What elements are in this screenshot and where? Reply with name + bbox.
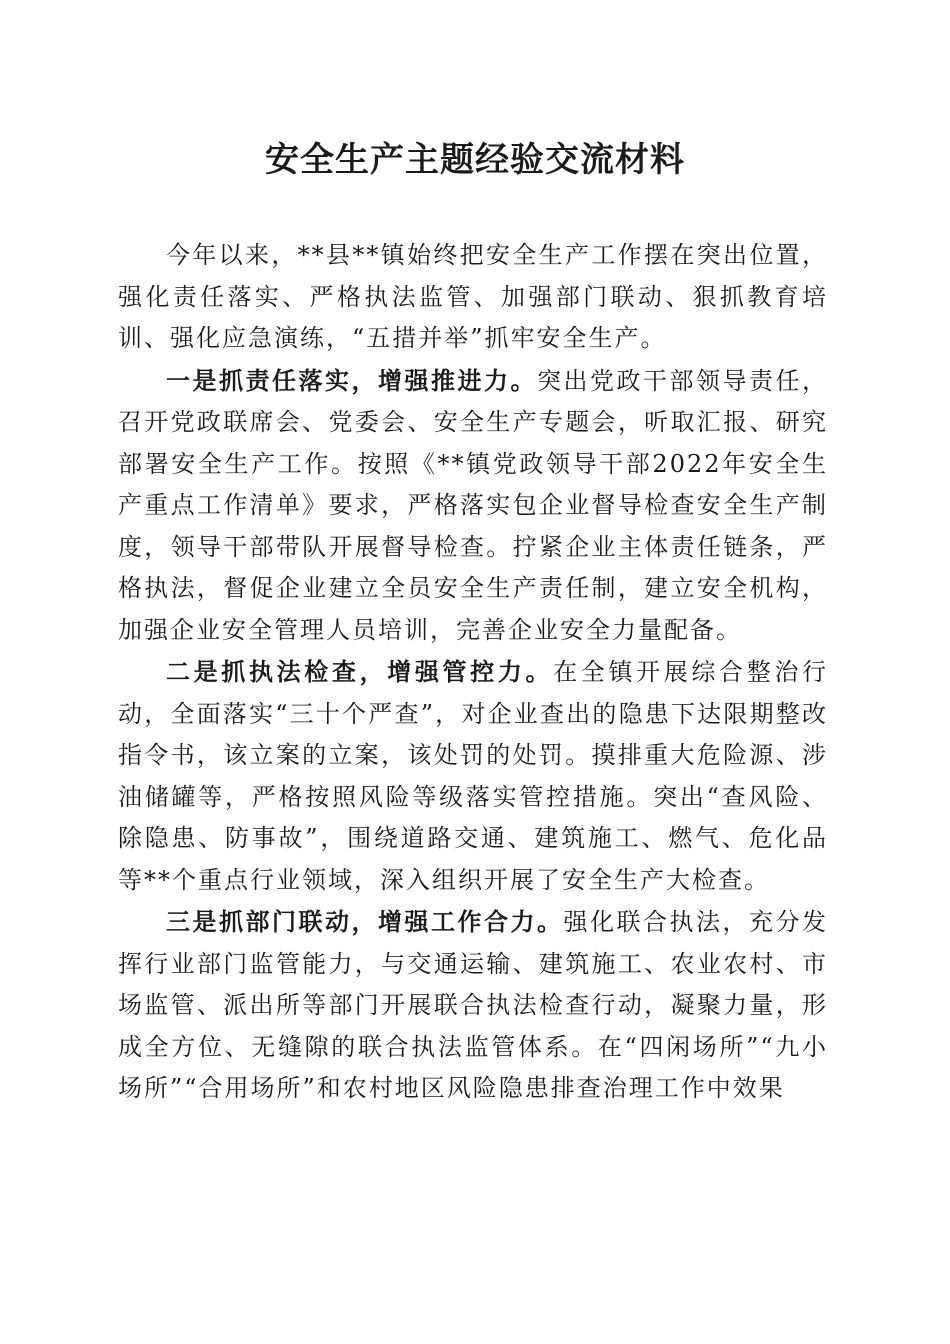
document-title: 安全生产主题经验交流材料 <box>265 140 685 180</box>
paragraph-intro <box>118 234 828 360</box>
paragraph-lead: 一是抓责任落实，增强推进力。 <box>166 365 537 395</box>
paragraph-text: 在全镇开展综合整治行动，全面落实“三十个严查”，对企业查出的隐患下达限期整改指令书，该立案的立案，该处罚的处罚。摸排重大危险源、涉油储罐等，严格按照风险等级落实管控措施。突出“查风险、除隐患、防事故”，围绕道路交通、建筑施工、燃气、危化品等**个重点行业领域，深入组织开展了安全生产大检查。 <box>118 658 829 894</box>
paragraph-lead: 二是抓执法检查，增强管控力。 <box>166 657 554 686</box>
document-body <box>118 234 828 1110</box>
paragraph-text: 强化联合执法，充分发挥行业部门监管能力，与交通运输、建筑施工、农业农村、市场监管、派出所等部门开展联合执法检查行动，凝聚力量，形成全方位、无缝隙的联合执法监管体系。在“四闲场所”“九小场所”“合用场所”和农村地区风险隐患排查治理工作中效果 <box>118 908 828 1102</box>
paragraph-text: 突出党政干部领导责任，召开党政联席会、党委会、安全生产专题会，听取汇报、研究部署安全生产工作。按照《**镇党政领导干部2022年安全生产重点工作清单》要求，严格落实包企业督导检查安全生产制度，领导干部带队开展督导检查。拧紧企业主体责任链条，严格执法，督促企业建立全员安全生产责任制，建立安全机构，加强企业安全管理人员培训，完善企业安全力量配备。 <box>118 366 828 644</box>
paragraph-text: 今年以来，**县**镇始终把安全生产工作摆在突出位置，强化责任落实、严格执法监管、加强部门联动、狠抓教育培训、强化应急演练，“五措并举”抓牢安全生产。 <box>118 241 828 352</box>
paragraph-responsibility <box>118 360 828 652</box>
paragraph-coordination <box>118 901 828 1110</box>
paragraph-lead: 三是抓部门联动，增强工作合力。 <box>166 907 564 936</box>
paragraph-enforcement <box>118 651 828 901</box>
